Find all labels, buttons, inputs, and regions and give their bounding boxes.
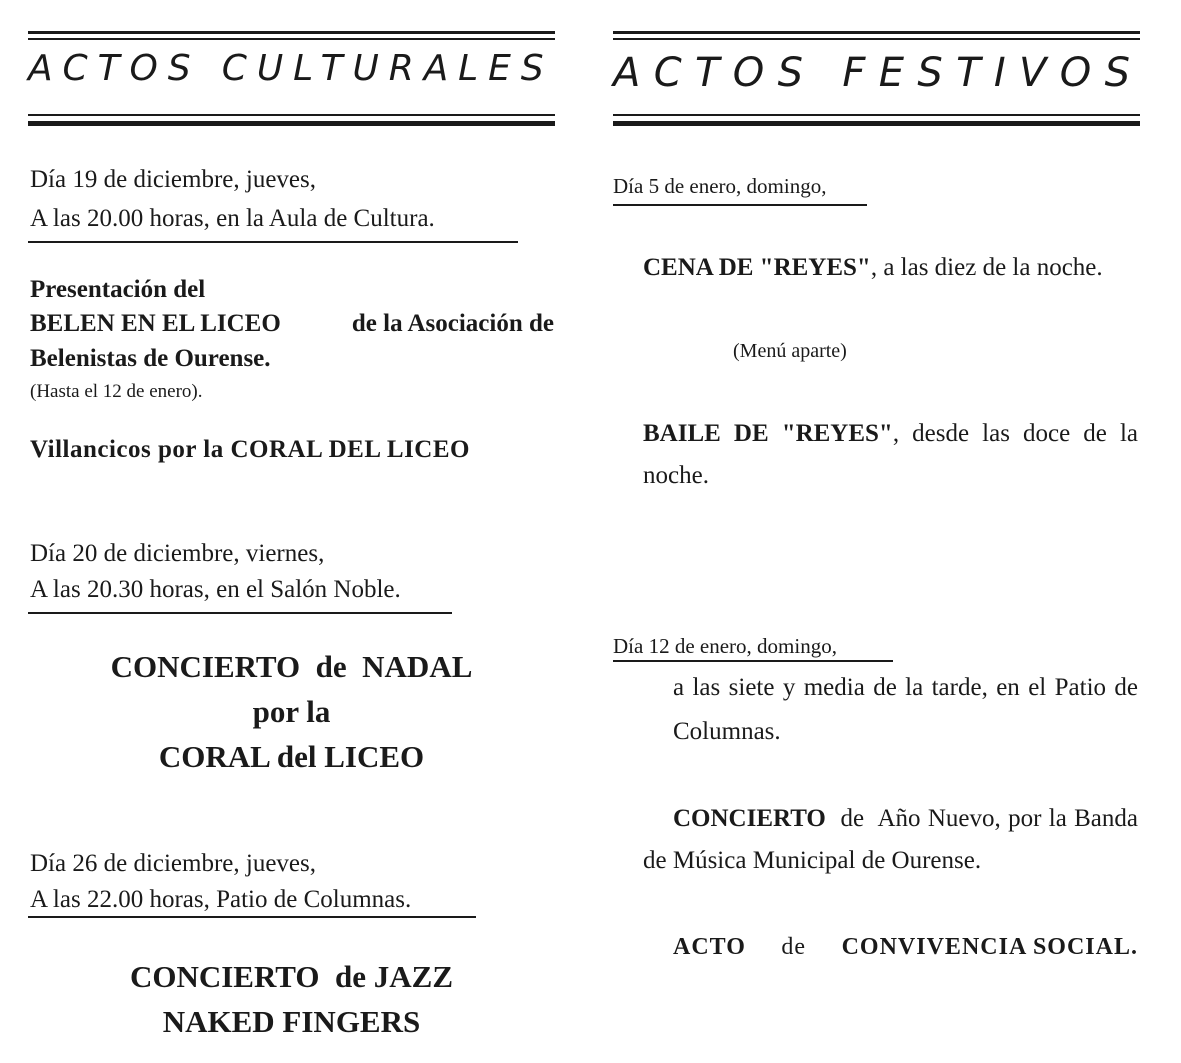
heading-top-rule-thin [613,38,1140,40]
event-date: Día 19 de diciembre, jueves, [30,166,317,193]
date-underline [613,660,893,662]
presentation-note: (Hasta el 12 de enero). [30,381,203,402]
event-date: Día 20 de diciembre, viernes, [30,540,325,567]
cena-paragraph [643,247,1138,289]
heading-top-rule-thin [28,38,555,40]
acto-de: de [781,934,807,960]
concert-title [28,954,555,1044]
date-underline [613,204,867,206]
heading-bottom-rule-thin [613,114,1140,116]
baile-title: BAILE DE "REYES" [643,420,893,447]
event-time: A las 20.00 horas, en la Aula de Cultura. [30,205,435,232]
heading-top-rule [613,31,1140,34]
concierto-text: de Año Nuevo, por la Banda de Música Municipal de Ourense. [643,805,1145,874]
heading-bottom-rule [28,121,555,126]
cultural-heading: ACTOS CULTURALES [28,48,554,89]
concert-title-line: CONCIERTO de JAZZ [129,959,454,994]
date-underline [28,241,518,243]
concert-title-line: CONCIERTO de NADAL [110,649,473,684]
baile-text: , desde las doce de la noche. [643,420,1138,489]
baile-paragraph [643,413,1138,497]
event-date: Día 26 de diciembre, jueves, [30,850,317,877]
cena-text: , a las diez de la noche. [870,254,1103,281]
villancicos-line: Villancicos por la CORAL DEL LICEO [30,436,470,463]
event-date: Día 12 de enero, domingo, [613,634,837,658]
acto-line [673,934,1138,961]
presentation-line: Presentación del [30,276,206,303]
concert-title-line: CORAL del LICEO [158,739,425,774]
time-paragraph: a las siete y media de la tarde, en el Patio de Columnas. [673,674,1138,745]
heading-top-rule [28,31,555,34]
convivencia-title: CONVIVENCIA SOCIAL. [841,934,1138,960]
concert-title-line: NAKED FINGERS [162,1004,421,1039]
event-time: A las 20.30 horas, en el Salón Noble. [30,576,401,603]
acto-title: ACTO [673,934,746,960]
concierto-title: CONCIERTO [673,805,826,832]
concert-title [28,644,555,779]
cena-title: CENA DE "REYES" [643,254,871,281]
festive-heading: ACTOS FESTIVOS [613,50,1144,96]
date-underline [28,916,476,918]
event-time: A las 22.00 horas, Patio de Columnas. [30,886,412,913]
presentation-line: Belenistas de Ourense. [30,345,271,372]
concierto-paragraph [643,798,1145,882]
heading-bottom-rule [613,121,1140,126]
heading-bottom-rule-thin [28,114,555,116]
belen-title: BELEN EN EL LICEO [30,310,281,337]
cena-note: (Menú aparte) [733,340,847,362]
presentation-line [30,310,554,338]
association-text: de la Asociación de [351,310,554,337]
date-underline [28,612,452,614]
event-date: Día 5 de enero, domingo, [613,174,827,198]
concert-title-line: por la [252,694,331,729]
